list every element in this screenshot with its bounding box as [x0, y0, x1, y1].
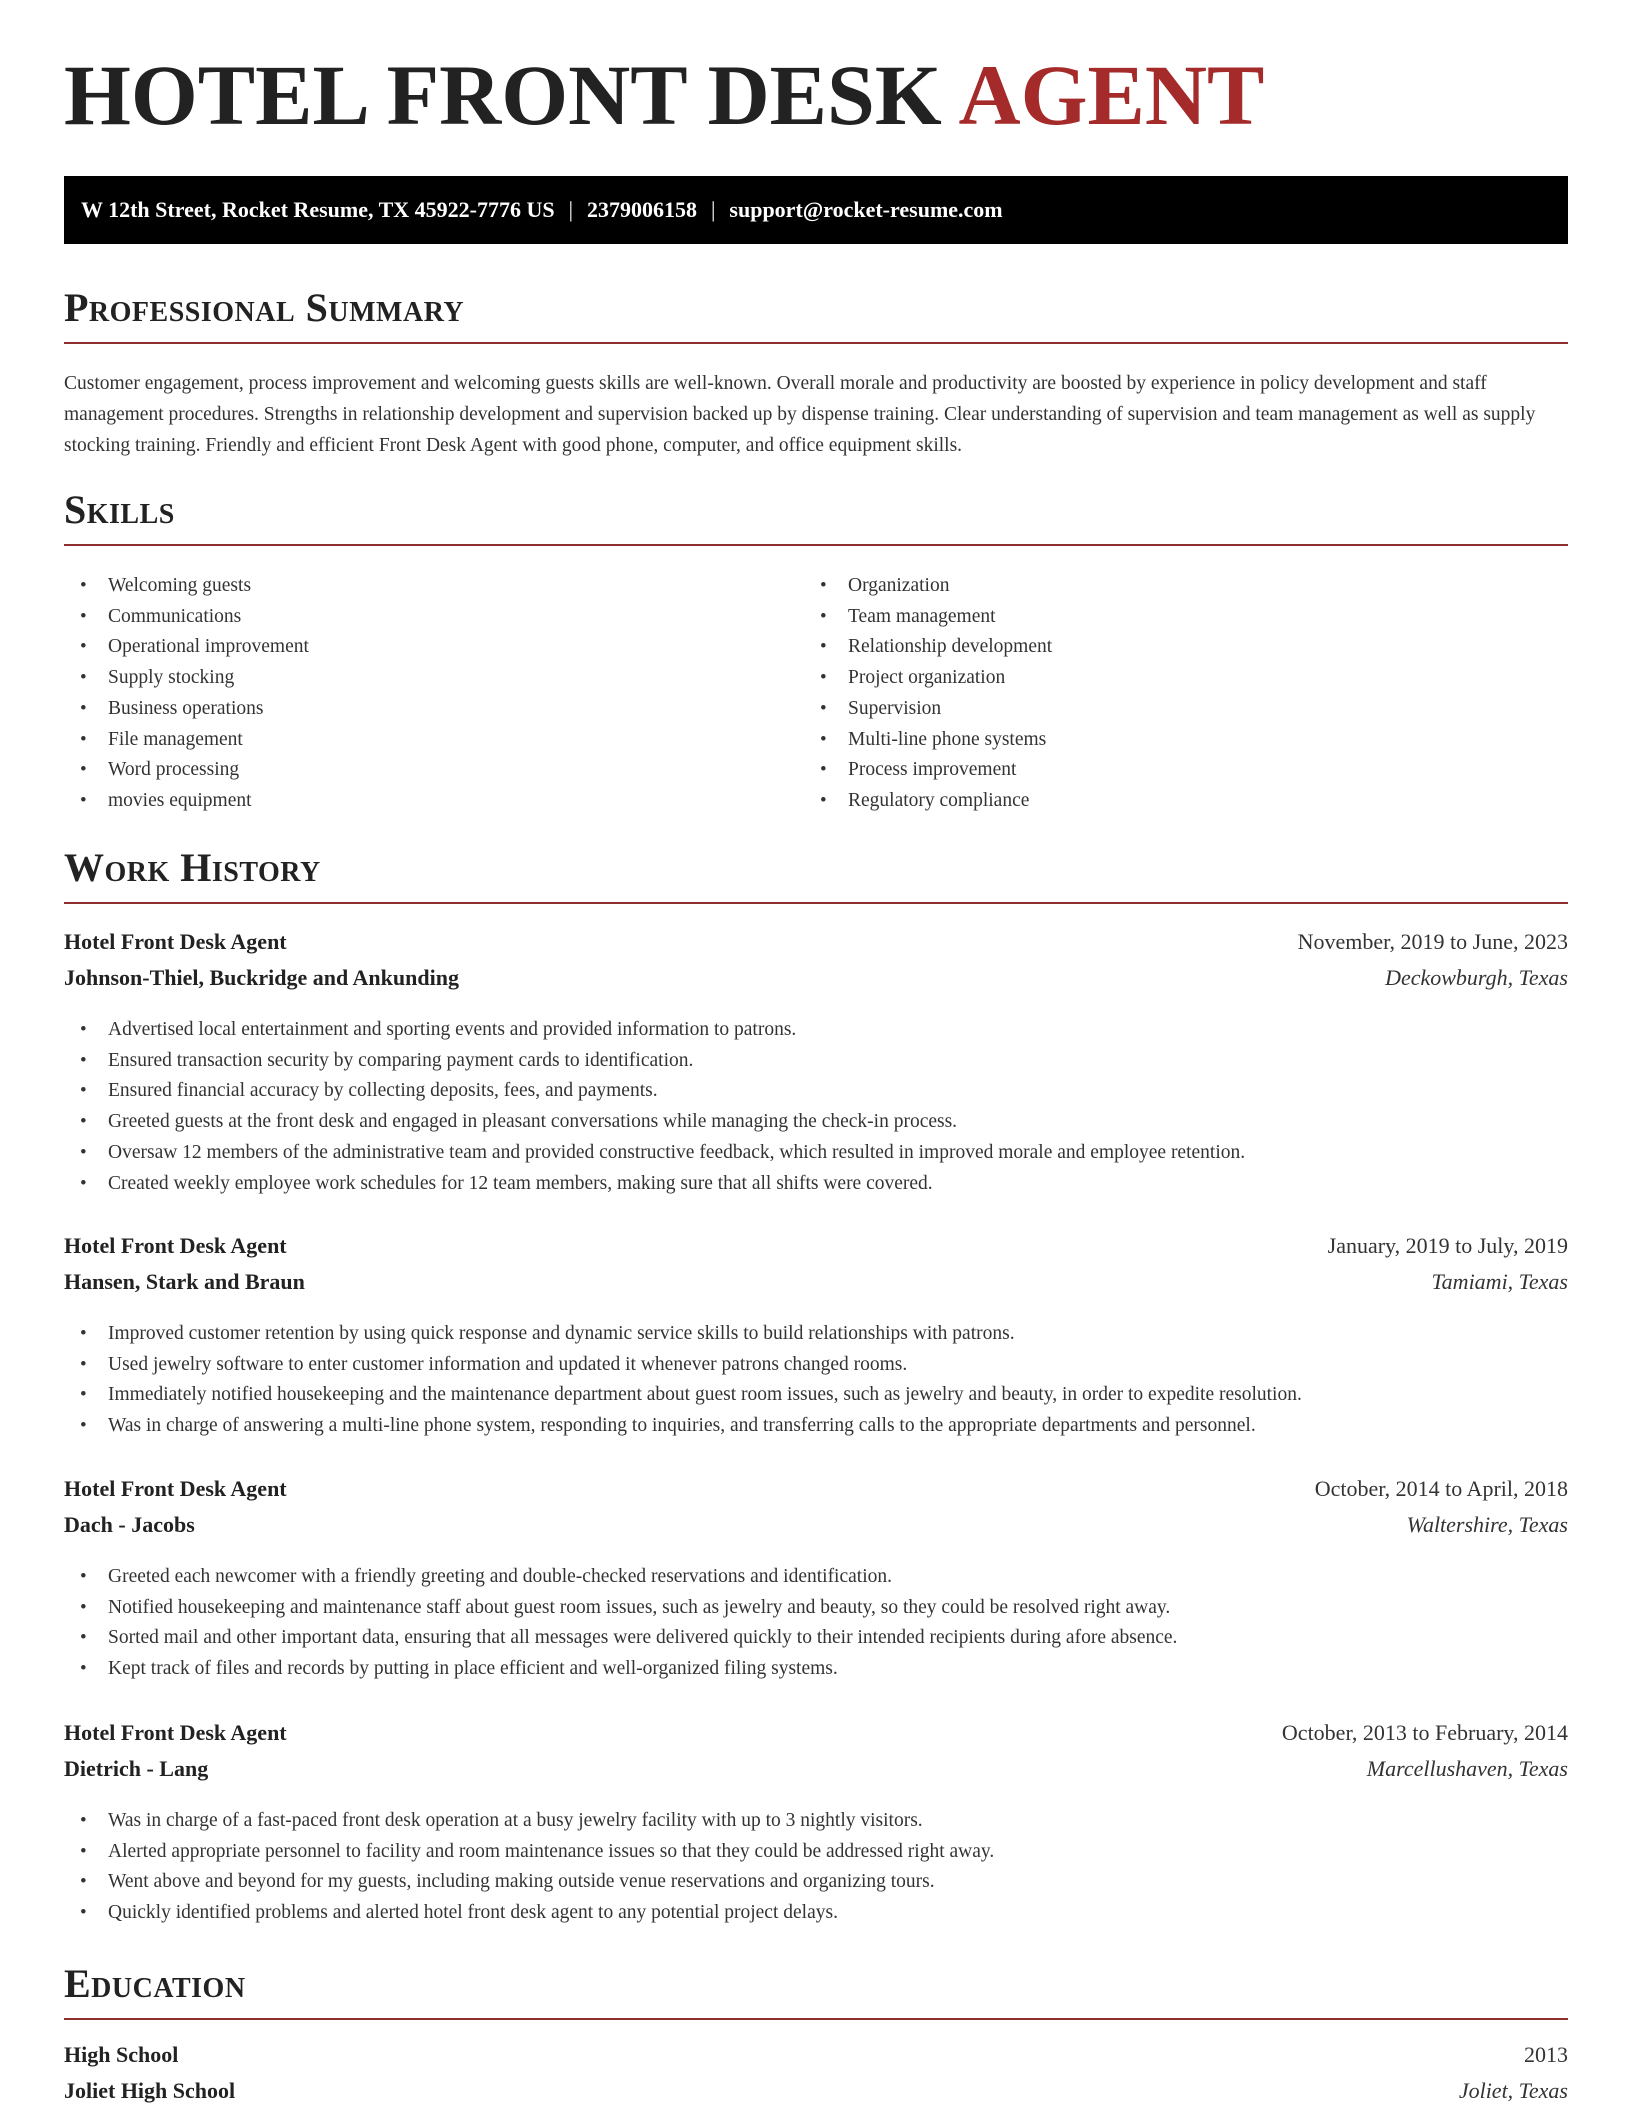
summary-section-heading	[64, 285, 1568, 344]
skills-column-right	[804, 571, 1544, 817]
job-entry	[64, 1476, 1568, 1685]
skill-item: • Business operations	[64, 694, 804, 725]
skill-item: • Communications	[64, 602, 804, 633]
skill-item: • Operational improvement	[64, 632, 804, 663]
skill-item: • Supply stocking	[64, 663, 804, 694]
contact-email[interactable]: support@rocket-resume.com	[729, 197, 1003, 222]
job-dates: November, 2019 to June, 2023	[1297, 929, 1568, 954]
job-location: Waltershire, Texas	[1406, 1512, 1568, 1537]
skill-item: • Welcoming guests	[64, 571, 804, 602]
skill-item: • Team management	[804, 602, 1544, 633]
skill-item: • Relationship development	[804, 632, 1544, 663]
title-accent: AGENT	[958, 47, 1265, 143]
contact-phone[interactable]: 2379006158	[587, 197, 697, 222]
job-bullets	[64, 1806, 1568, 1929]
education-location: Joliet, Texas	[1458, 2078, 1568, 2103]
job-bullet: • Alerted appropriate personnel to facility and room maintenance issues so that they could be addressed right away.	[64, 1837, 1568, 1868]
job-bullet: • Used jewelry software to enter customer information and updated it whenever patrons changed rooms.	[64, 1350, 1568, 1381]
job-bullet: • Notified housekeeping and maintenance staff about guest room issues, such as jewelry and beauty, so they could be resolved right away.	[64, 1593, 1568, 1624]
job-location: Marcellushaven, Texas	[1366, 1756, 1568, 1781]
skill-item: • Project organization	[804, 663, 1544, 694]
job-title: Hotel Front Desk Agent	[64, 929, 287, 954]
job-bullet: • Was in charge of a fast-paced front desk operation at a busy jewelry facility with up to 3 nightly visitors.	[64, 1806, 1568, 1837]
job-bullet: • Quickly identified problems and alerted hotel front desk agent to any potential project delays.	[64, 1898, 1568, 1929]
education-year: 2013	[1524, 2042, 1568, 2067]
work-heading: Work History	[64, 845, 321, 890]
skill-item: • File management	[64, 725, 804, 756]
job-bullet: • Created weekly employee work schedules for 12 team members, making sure that all shifts were covered.	[64, 1169, 1568, 1200]
job-bullet: • Sorted mail and other important data, ensuring that all messages were delivered quickly to their intended recipients during afore absence.	[64, 1623, 1568, 1654]
contact-address: W 12th Street, Rocket Resume, TX 45922-7776 US	[81, 197, 555, 222]
work-section-heading	[64, 845, 1568, 904]
skill-item: • Word processing	[64, 755, 804, 786]
job-bullet: • Ensured financial accuracy by collecting deposits, fees, and payments.	[64, 1076, 1568, 1107]
job-bullets	[64, 1015, 1568, 1199]
skill-item: • Multi-line phone systems	[804, 725, 1544, 756]
job-bullet: • Advertised local entertainment and sporting events and provided information to patrons.	[64, 1015, 1568, 1046]
skill-item: • Process improvement	[804, 755, 1544, 786]
skills-column-left	[64, 571, 804, 817]
job-dates: October, 2014 to April, 2018	[1314, 1476, 1568, 1501]
job-bullets	[64, 1319, 1568, 1442]
job-bullet: • Improved customer retention by using quick response and dynamic service skills to build relationships with patrons.	[64, 1319, 1568, 1350]
skill-item: • Regulatory compliance	[804, 786, 1544, 817]
education-entry	[64, 2042, 1568, 2112]
job-company: Dach - Jacobs	[64, 1512, 195, 1537]
job-bullet: • Ensured transaction security by comparing payment cards to identification.	[64, 1046, 1568, 1077]
job-title: Hotel Front Desk Agent	[64, 1720, 287, 1745]
job-entry	[64, 1233, 1568, 1442]
job-entry	[64, 1720, 1568, 1929]
skills-section-heading	[64, 487, 1568, 546]
summary-text: Customer engagement, process improvement and welcoming guests skills are well-known. Overall morale and productivity are boosted by experience in policy development and staff management procedures. Strengths in relationship development and supervision backed up by dispense training. Clear understanding of supervision and team management as well as supply stocking training. Friendly and efficient Front Desk Agent with good phone, computer, and office equipment skills.	[64, 373, 1536, 456]
contact-separator: |	[568, 197, 573, 222]
skill-item: • Organization	[804, 571, 1544, 602]
education-section-heading	[64, 1961, 1568, 2020]
job-bullet: • Was in charge of answering a multi-line phone system, responding to inquiries, and transferring calls to the appropriate departments and personnel.	[64, 1411, 1568, 1442]
job-bullet: • Greeted each newcomer with a friendly greeting and double-checked reservations and identification.	[64, 1562, 1568, 1593]
contact-separator: |	[711, 197, 716, 222]
job-company: Johnson-Thiel, Buckridge and Ankunding	[64, 965, 459, 990]
education-heading: Education	[64, 1961, 246, 2006]
job-bullet: • Greeted guests at the front desk and engaged in pleasant conversations while managing the check-in process.	[64, 1107, 1568, 1138]
job-bullet: • Immediately notified housekeeping and the maintenance department about guest room issues, such as jewelry and beauty, in order to expedite resolution.	[64, 1380, 1568, 1411]
skill-item: • Supervision	[804, 694, 1544, 725]
resume-title	[64, 47, 1265, 143]
job-bullet: • Went above and beyond for my guests, including making outside venue reservations and organizing tours.	[64, 1867, 1568, 1898]
job-company: Hansen, Stark and Braun	[64, 1269, 305, 1294]
summary-heading: Professional Summary	[64, 285, 465, 330]
job-entry	[64, 929, 1568, 1199]
job-title: Hotel Front Desk Agent	[64, 1476, 287, 1501]
job-bullet: • Oversaw 12 members of the administrative team and provided constructive feedback, which resulted in improved morale and employee retention.	[64, 1138, 1568, 1169]
job-location: Deckowburgh, Texas	[1385, 965, 1568, 990]
job-dates: October, 2013 to February, 2014	[1281, 1720, 1568, 1745]
education-school: Joliet High School	[64, 2078, 236, 2103]
job-bullet: • Kept track of files and records by putting in place efficient and well-organized filing systems.	[64, 1654, 1568, 1685]
skill-item: • movies equipment	[64, 786, 804, 817]
title-main: HOTEL FRONT DESK	[64, 47, 959, 143]
contact-bar	[64, 176, 1568, 244]
skills-list	[64, 571, 1568, 817]
education-degree: High School	[64, 2042, 179, 2067]
skills-heading: Skills	[64, 487, 175, 532]
job-company: Dietrich - Lang	[64, 1756, 209, 1781]
job-bullets	[64, 1562, 1568, 1685]
job-location: Tamiami, Texas	[1431, 1269, 1568, 1294]
job-dates: January, 2019 to July, 2019	[1327, 1233, 1568, 1258]
job-title: Hotel Front Desk Agent	[64, 1233, 287, 1258]
